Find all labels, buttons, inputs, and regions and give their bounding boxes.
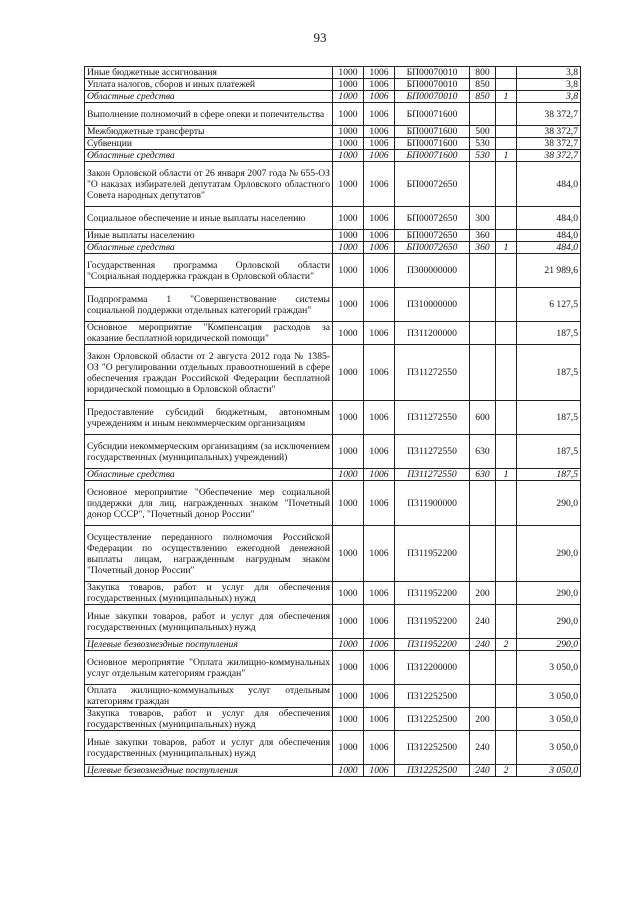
subsection-code-cell: 1006: [364, 230, 395, 242]
amount-cell: 21 989,6: [517, 254, 581, 288]
row-name-cell: Областные средства: [85, 242, 333, 254]
row-name-cell: Межбюджетные трансферты: [85, 126, 333, 138]
row-name-cell: Закупка товаров, работ и услуг для обеспечения государственных (муниципальных) нужд: [85, 582, 333, 605]
row-name-cell: Областные средства: [85, 469, 333, 481]
expense-type-cell: [470, 322, 496, 345]
funding-source-cell: [496, 322, 517, 345]
amount-cell: 187,5: [517, 469, 581, 481]
amount-cell: 38 372,7: [517, 150, 581, 162]
expense-type-cell: 600: [470, 401, 496, 435]
table-row: [85, 401, 581, 435]
funding-source-cell: [496, 435, 517, 469]
table-row: [85, 242, 581, 254]
table-row: [85, 67, 581, 79]
target-article-cell: П310000000: [395, 288, 470, 322]
funding-source-cell: [496, 345, 517, 401]
funding-source-cell: [496, 67, 517, 79]
amount-cell: 290,0: [517, 582, 581, 605]
table-row: [85, 639, 581, 651]
subsection-code-cell: 1006: [364, 345, 395, 401]
section-code-cell: 1000: [333, 67, 364, 79]
table-row: [85, 150, 581, 162]
amount-cell: 3 050,0: [517, 708, 581, 731]
funding-source-cell: [496, 651, 517, 685]
expense-type-cell: 800: [470, 67, 496, 79]
table-row: [85, 651, 581, 685]
row-name-cell: Осуществление переданного полномочия Российской Федерации по осуществлению ежегодной денежной выплаты лицам, награжденным нагрудным знаком "Почетный донор России": [85, 526, 333, 582]
amount-cell: 3,8: [517, 67, 581, 79]
target-article-cell: П311272550: [395, 401, 470, 435]
section-code-cell: 1000: [333, 651, 364, 685]
target-article-cell: БП00072650: [395, 162, 470, 207]
section-code-cell: 1000: [333, 435, 364, 469]
page-number: 93: [313, 30, 327, 45]
subsection-code-cell: 1006: [364, 708, 395, 731]
table-row: [85, 138, 581, 150]
target-article-cell: П311272550: [395, 435, 470, 469]
target-article-cell: П312252500: [395, 685, 470, 708]
subsection-code-cell: 1006: [364, 651, 395, 685]
target-article-cell: БП00072650: [395, 230, 470, 242]
section-code-cell: 1000: [333, 731, 364, 765]
budget-table-body: [85, 67, 581, 777]
table-row: [85, 605, 581, 639]
amount-cell: 3 050,0: [517, 685, 581, 708]
row-name-cell: Иные выплаты населению: [85, 230, 333, 242]
expense-type-cell: [470, 481, 496, 526]
target-article-cell: П311952200: [395, 582, 470, 605]
expense-type-cell: [470, 651, 496, 685]
subsection-code-cell: 1006: [364, 322, 395, 345]
expense-type-cell: [470, 103, 496, 126]
section-code-cell: 1000: [333, 79, 364, 91]
table-row: [85, 207, 581, 230]
subsection-code-cell: 1006: [364, 435, 395, 469]
amount-cell: 187,5: [517, 322, 581, 345]
section-code-cell: 1000: [333, 685, 364, 708]
row-name-cell: Закупка товаров, работ и услуг для обеспечения государственных (муниципальных) нужд: [85, 708, 333, 731]
target-article-cell: БП00070010: [395, 67, 470, 79]
subsection-code-cell: 1006: [364, 150, 395, 162]
expense-type-cell: 850: [470, 79, 496, 91]
expense-type-cell: [470, 162, 496, 207]
funding-source-cell: [496, 401, 517, 435]
section-code-cell: 1000: [333, 765, 364, 777]
section-code-cell: 1000: [333, 126, 364, 138]
amount-cell: 3 050,0: [517, 651, 581, 685]
amount-cell: 484,0: [517, 230, 581, 242]
table-row: [85, 230, 581, 242]
table-row: [85, 685, 581, 708]
amount-cell: 38 372,7: [517, 103, 581, 126]
subsection-code-cell: 1006: [364, 207, 395, 230]
amount-cell: 187,5: [517, 345, 581, 401]
funding-source-cell: [496, 162, 517, 207]
section-code-cell: 1000: [333, 481, 364, 526]
subsection-code-cell: 1006: [364, 765, 395, 777]
expense-type-cell: 200: [470, 582, 496, 605]
amount-cell: 484,0: [517, 207, 581, 230]
subsection-code-cell: 1006: [364, 103, 395, 126]
table-row: [85, 708, 581, 731]
target-article-cell: П311272550: [395, 469, 470, 481]
amount-cell: 290,0: [517, 639, 581, 651]
funding-source-cell: [496, 138, 517, 150]
subsection-code-cell: 1006: [364, 162, 395, 207]
target-article-cell: БП00071600: [395, 103, 470, 126]
section-code-cell: 1000: [333, 639, 364, 651]
funding-source-cell: 1: [496, 469, 517, 481]
amount-cell: 38 372,7: [517, 126, 581, 138]
section-code-cell: 1000: [333, 345, 364, 401]
expense-type-cell: 360: [470, 230, 496, 242]
subsection-code-cell: 1006: [364, 254, 395, 288]
row-name-cell: Субвенции: [85, 138, 333, 150]
subsection-code-cell: 1006: [364, 288, 395, 322]
section-code-cell: 1000: [333, 242, 364, 254]
subsection-code-cell: 1006: [364, 79, 395, 91]
row-name-cell: Целевые безвозмездные поступления: [85, 639, 333, 651]
amount-cell: 290,0: [517, 481, 581, 526]
amount-cell: 290,0: [517, 605, 581, 639]
expense-type-cell: [470, 345, 496, 401]
row-name-cell: Основное мероприятие "Обеспечение мер социальной поддержки для лиц, награжденных знаком "Почетный донор СССР", "Почетный донор России": [85, 481, 333, 526]
table-row: [85, 162, 581, 207]
funding-source-cell: [496, 582, 517, 605]
section-code-cell: 1000: [333, 708, 364, 731]
section-code-cell: 1000: [333, 254, 364, 288]
expense-type-cell: 200: [470, 708, 496, 731]
amount-cell: 3 050,0: [517, 731, 581, 765]
target-article-cell: БП00071600: [395, 150, 470, 162]
table-row: [85, 345, 581, 401]
amount-cell: 484,0: [517, 242, 581, 254]
row-name-cell: Подпрограмма 1 "Совершенствование системы социальной поддержки отдельных категорий граждан": [85, 288, 333, 322]
row-name-cell: Выполнение полномочий в сфере опеки и попечительства: [85, 103, 333, 126]
target-article-cell: БП00070010: [395, 79, 470, 91]
section-code-cell: 1000: [333, 230, 364, 242]
target-article-cell: БП00071600: [395, 138, 470, 150]
target-article-cell: П311952200: [395, 605, 470, 639]
table-row: [85, 731, 581, 765]
row-name-cell: Оплата жилищно-коммунальных услуг отдельным категориям граждан: [85, 685, 333, 708]
expense-type-cell: 240: [470, 731, 496, 765]
amount-cell: 290,0: [517, 526, 581, 582]
table-row: [85, 322, 581, 345]
amount-cell: 3 050,0: [517, 765, 581, 777]
subsection-code-cell: 1006: [364, 138, 395, 150]
expense-type-cell: 240: [470, 639, 496, 651]
target-article-cell: БП00071600: [395, 126, 470, 138]
target-article-cell: БП00070010: [395, 91, 470, 103]
target-article-cell: П311952200: [395, 639, 470, 651]
funding-source-cell: [496, 685, 517, 708]
row-name-cell: Субсидии некоммерческим организациям (за исключением государственных (муниципальных) учреждений): [85, 435, 333, 469]
amount-cell: 187,5: [517, 435, 581, 469]
amount-cell: 3,8: [517, 79, 581, 91]
subsection-code-cell: 1006: [364, 469, 395, 481]
table-row: [85, 469, 581, 481]
expense-type-cell: [470, 685, 496, 708]
expense-type-cell: 850: [470, 91, 496, 103]
section-code-cell: 1000: [333, 582, 364, 605]
row-name-cell: Иные бюджетные ассигнования: [85, 67, 333, 79]
row-name-cell: Иные закупки товаров, работ и услуг для обеспечения государственных (муниципальных) нужд: [85, 731, 333, 765]
row-name-cell: Предоставление субсидий бюджетным, автономным учреждениям и иным некоммерческим организациям: [85, 401, 333, 435]
row-name-cell: Областные средства: [85, 150, 333, 162]
row-name-cell: Иные закупки товаров, работ и услуг для обеспечения государственных (муниципальных) нужд: [85, 605, 333, 639]
subsection-code-cell: 1006: [364, 526, 395, 582]
row-name-cell: Государственная программа Орловской области "Социальная поддержка граждан в Орловской области": [85, 254, 333, 288]
section-code-cell: 1000: [333, 605, 364, 639]
target-article-cell: П312252500: [395, 731, 470, 765]
expense-type-cell: 530: [470, 138, 496, 150]
subsection-code-cell: 1006: [364, 91, 395, 103]
table-row: [85, 526, 581, 582]
funding-source-cell: 1: [496, 91, 517, 103]
amount-cell: 484,0: [517, 162, 581, 207]
section-code-cell: 1000: [333, 150, 364, 162]
subsection-code-cell: 1006: [364, 126, 395, 138]
section-code-cell: 1000: [333, 288, 364, 322]
section-code-cell: 1000: [333, 91, 364, 103]
funding-source-cell: [496, 481, 517, 526]
funding-source-cell: 2: [496, 765, 517, 777]
amount-cell: 187,5: [517, 401, 581, 435]
table-row: [85, 765, 581, 777]
table-row: [85, 91, 581, 103]
row-name-cell: Закон Орловской области от 2 августа 2012 года № 1385-ОЗ "О регулировании отдельных правоотношений в сфере обеспечения граждан Российской Федерации бесплатной юридической помощью в Орловской области": [85, 345, 333, 401]
table-row: [85, 288, 581, 322]
funding-source-cell: [496, 731, 517, 765]
row-name-cell: Целевые безвозмездные поступления: [85, 765, 333, 777]
target-article-cell: П312252500: [395, 765, 470, 777]
expense-type-cell: 530: [470, 150, 496, 162]
target-article-cell: П312200000: [395, 651, 470, 685]
table-row: [85, 79, 581, 91]
table-row: [85, 435, 581, 469]
subsection-code-cell: 1006: [364, 685, 395, 708]
funding-source-cell: 1: [496, 242, 517, 254]
table-row: [85, 481, 581, 526]
target-article-cell: П312252500: [395, 708, 470, 731]
subsection-code-cell: 1006: [364, 242, 395, 254]
table-row: [85, 254, 581, 288]
funding-source-cell: [496, 254, 517, 288]
section-code-cell: 1000: [333, 207, 364, 230]
expense-type-cell: [470, 288, 496, 322]
target-article-cell: П311900000: [395, 481, 470, 526]
row-name-cell: Основное мероприятие "Оплата жилищно-коммунальных услуг отдельным категориям граждан": [85, 651, 333, 685]
subsection-code-cell: 1006: [364, 639, 395, 651]
section-code-cell: 1000: [333, 138, 364, 150]
table-row: [85, 582, 581, 605]
expense-type-cell: [470, 526, 496, 582]
section-code-cell: 1000: [333, 162, 364, 207]
expense-type-cell: 240: [470, 765, 496, 777]
budget-table: [84, 66, 581, 777]
row-name-cell: Уплата налогов, сборов и иных платежей: [85, 79, 333, 91]
funding-source-cell: [496, 207, 517, 230]
target-article-cell: БП00072650: [395, 242, 470, 254]
row-name-cell: Социальное обеспечение и иные выплаты населению: [85, 207, 333, 230]
subsection-code-cell: 1006: [364, 582, 395, 605]
subsection-code-cell: 1006: [364, 605, 395, 639]
amount-cell: 3,8: [517, 91, 581, 103]
funding-source-cell: [496, 103, 517, 126]
target-article-cell: П311272550: [395, 345, 470, 401]
expense-type-cell: [470, 254, 496, 288]
section-code-cell: 1000: [333, 103, 364, 126]
section-code-cell: 1000: [333, 469, 364, 481]
funding-source-cell: [496, 605, 517, 639]
expense-type-cell: 240: [470, 605, 496, 639]
expense-type-cell: 300: [470, 207, 496, 230]
section-code-cell: 1000: [333, 401, 364, 435]
subsection-code-cell: 1006: [364, 731, 395, 765]
expense-type-cell: 630: [470, 469, 496, 481]
target-article-cell: П311200000: [395, 322, 470, 345]
expense-type-cell: 500: [470, 126, 496, 138]
section-code-cell: 1000: [333, 526, 364, 582]
funding-source-cell: 1: [496, 150, 517, 162]
funding-source-cell: [496, 126, 517, 138]
table-row: [85, 103, 581, 126]
funding-source-cell: [496, 79, 517, 91]
expense-type-cell: 630: [470, 435, 496, 469]
amount-cell: 38 372,7: [517, 138, 581, 150]
target-article-cell: П300000000: [395, 254, 470, 288]
subsection-code-cell: 1006: [364, 67, 395, 79]
target-article-cell: П311952200: [395, 526, 470, 582]
funding-source-cell: [496, 288, 517, 322]
subsection-code-cell: 1006: [364, 401, 395, 435]
row-name-cell: Закон Орловской области от 26 января 2007 года № 655-ОЗ "О наказах избирателей депутатам Орловского областного Совета народных депутатов": [85, 162, 333, 207]
funding-source-cell: [496, 526, 517, 582]
funding-source-cell: [496, 708, 517, 731]
row-name-cell: Основное мероприятие "Компенсация расходов за оказание бесплатной юридической помощи": [85, 322, 333, 345]
row-name-cell: Областные средства: [85, 91, 333, 103]
target-article-cell: БП00072650: [395, 207, 470, 230]
expense-type-cell: 360: [470, 242, 496, 254]
table-row: [85, 126, 581, 138]
funding-source-cell: 2: [496, 639, 517, 651]
subsection-code-cell: 1006: [364, 481, 395, 526]
section-code-cell: 1000: [333, 322, 364, 345]
funding-source-cell: [496, 230, 517, 242]
amount-cell: 6 127,5: [517, 288, 581, 322]
